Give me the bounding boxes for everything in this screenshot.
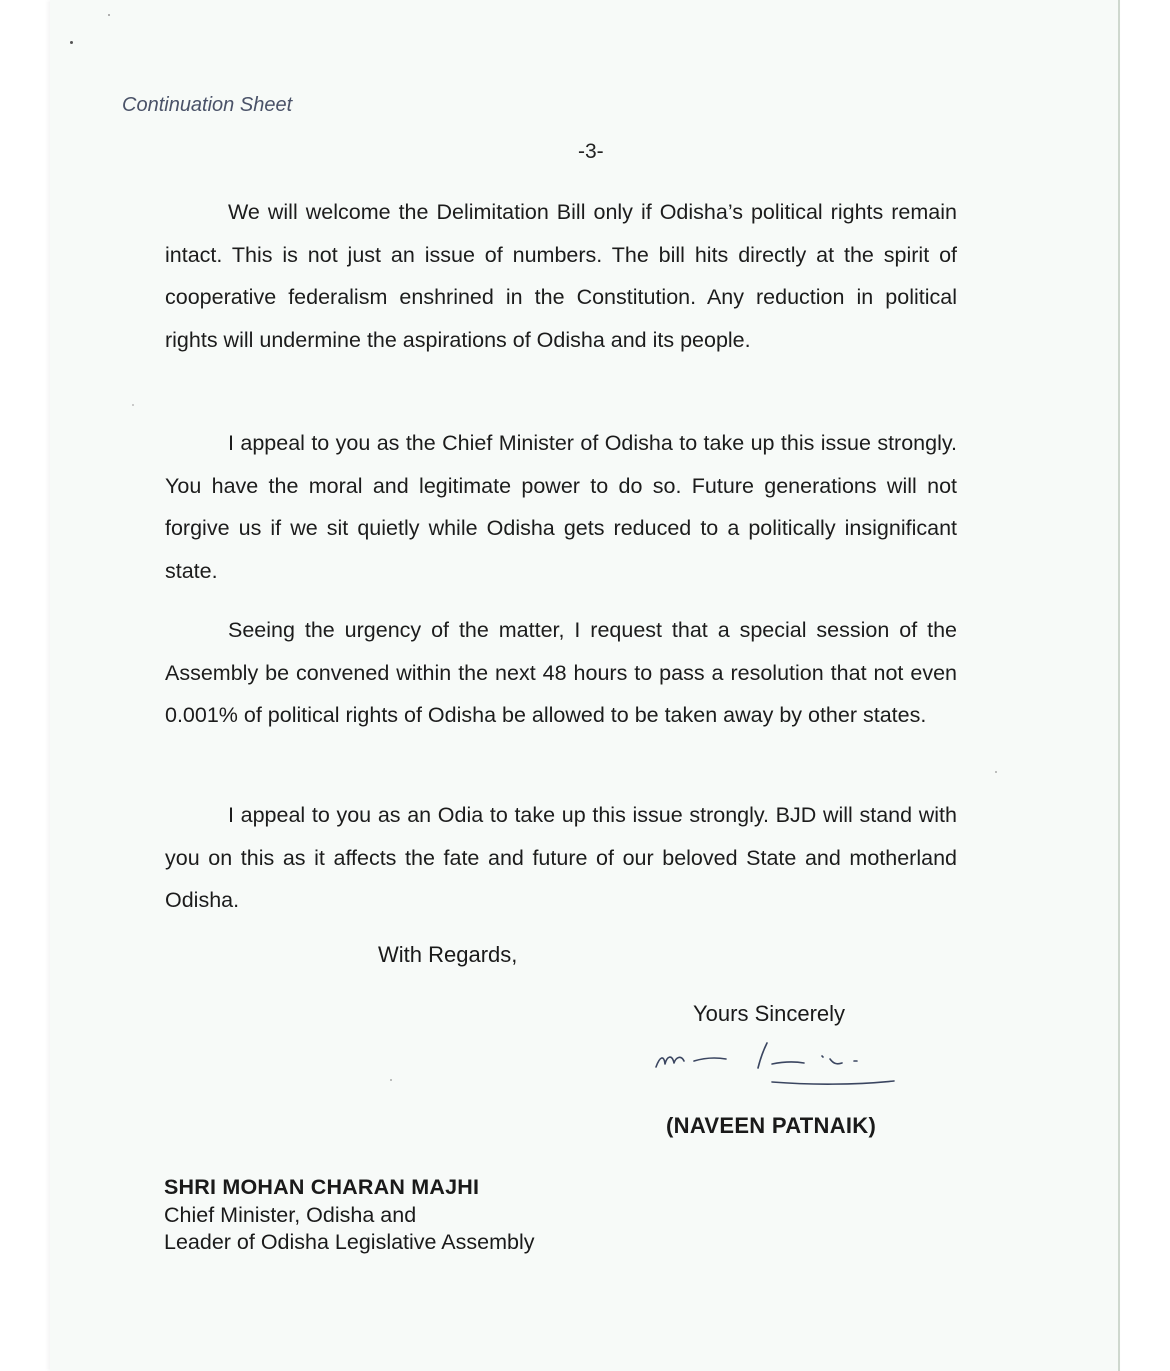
- scan-speck: [70, 41, 73, 44]
- recipient-title-line: Chief Minister, Odisha and: [164, 1202, 417, 1227]
- scan-speck: [390, 1079, 392, 1081]
- recipient-name: SHRI MOHAN CHARAN MAJHI: [164, 1175, 480, 1199]
- paragraph: [165, 191, 957, 361]
- closing-sincerely: Yours Sincerely: [693, 1001, 846, 1026]
- signatory-name: (NAVEEN PATNAIK): [666, 1113, 877, 1138]
- paragraph-text: We will welcome the Delimitation Bill only if Odisha’s political rights remain intact. This is not just an issue of numbers. The bill hits directly at the spirit of cooperative federalism enshrined in the Constitution. Any reduction in political rights will undermine the aspirations of Odisha and its people.: [165, 200, 957, 352]
- paragraph: [165, 609, 957, 737]
- signature-stroke: [656, 1057, 684, 1067]
- paragraph: [165, 422, 957, 592]
- paragraph: [165, 794, 957, 922]
- page-number: -3-: [578, 140, 604, 163]
- continuation-sheet-label: Continuation Sheet: [122, 94, 293, 116]
- scan-speck: [132, 404, 134, 406]
- signature-stroke: [694, 1058, 726, 1061]
- scan-speck: [108, 14, 110, 16]
- handwritten-signature: [650, 1030, 900, 1094]
- paragraph-text: Seeing the urgency of the matter, I request that a special session of the Assembly be convened within the next 48 hours to pass a resolution that not even 0.001% of political rights of Odisha be allowed to be taken away by other states.: [165, 618, 957, 727]
- paragraph-text: I appeal to you as the Chief Minister of Odisha to take up this issue strongly. You have the moral and legitimate power to do so. Future generations will not forgive us if we sit quietly while Odisha gets reduced to a politically insignificant state.: [165, 431, 957, 583]
- signature-stroke: [772, 1062, 804, 1064]
- scan-speck: [995, 771, 997, 773]
- closing-regards: With Regards,: [378, 942, 518, 967]
- signature-stroke: [758, 1043, 767, 1068]
- signature-stroke: [830, 1059, 842, 1064]
- recipient-title-line: Leader of Odisha Legislative Assembly: [164, 1230, 535, 1254]
- signature-stroke: [772, 1081, 894, 1084]
- recipient-block: [164, 1174, 535, 1257]
- paragraph-text: I appeal to you as an Odia to take up this issue strongly. BJD will stand with you on this as it affects the fate and future of our beloved State and motherland Odisha.: [165, 803, 957, 912]
- signature-stroke: [822, 1056, 823, 1057]
